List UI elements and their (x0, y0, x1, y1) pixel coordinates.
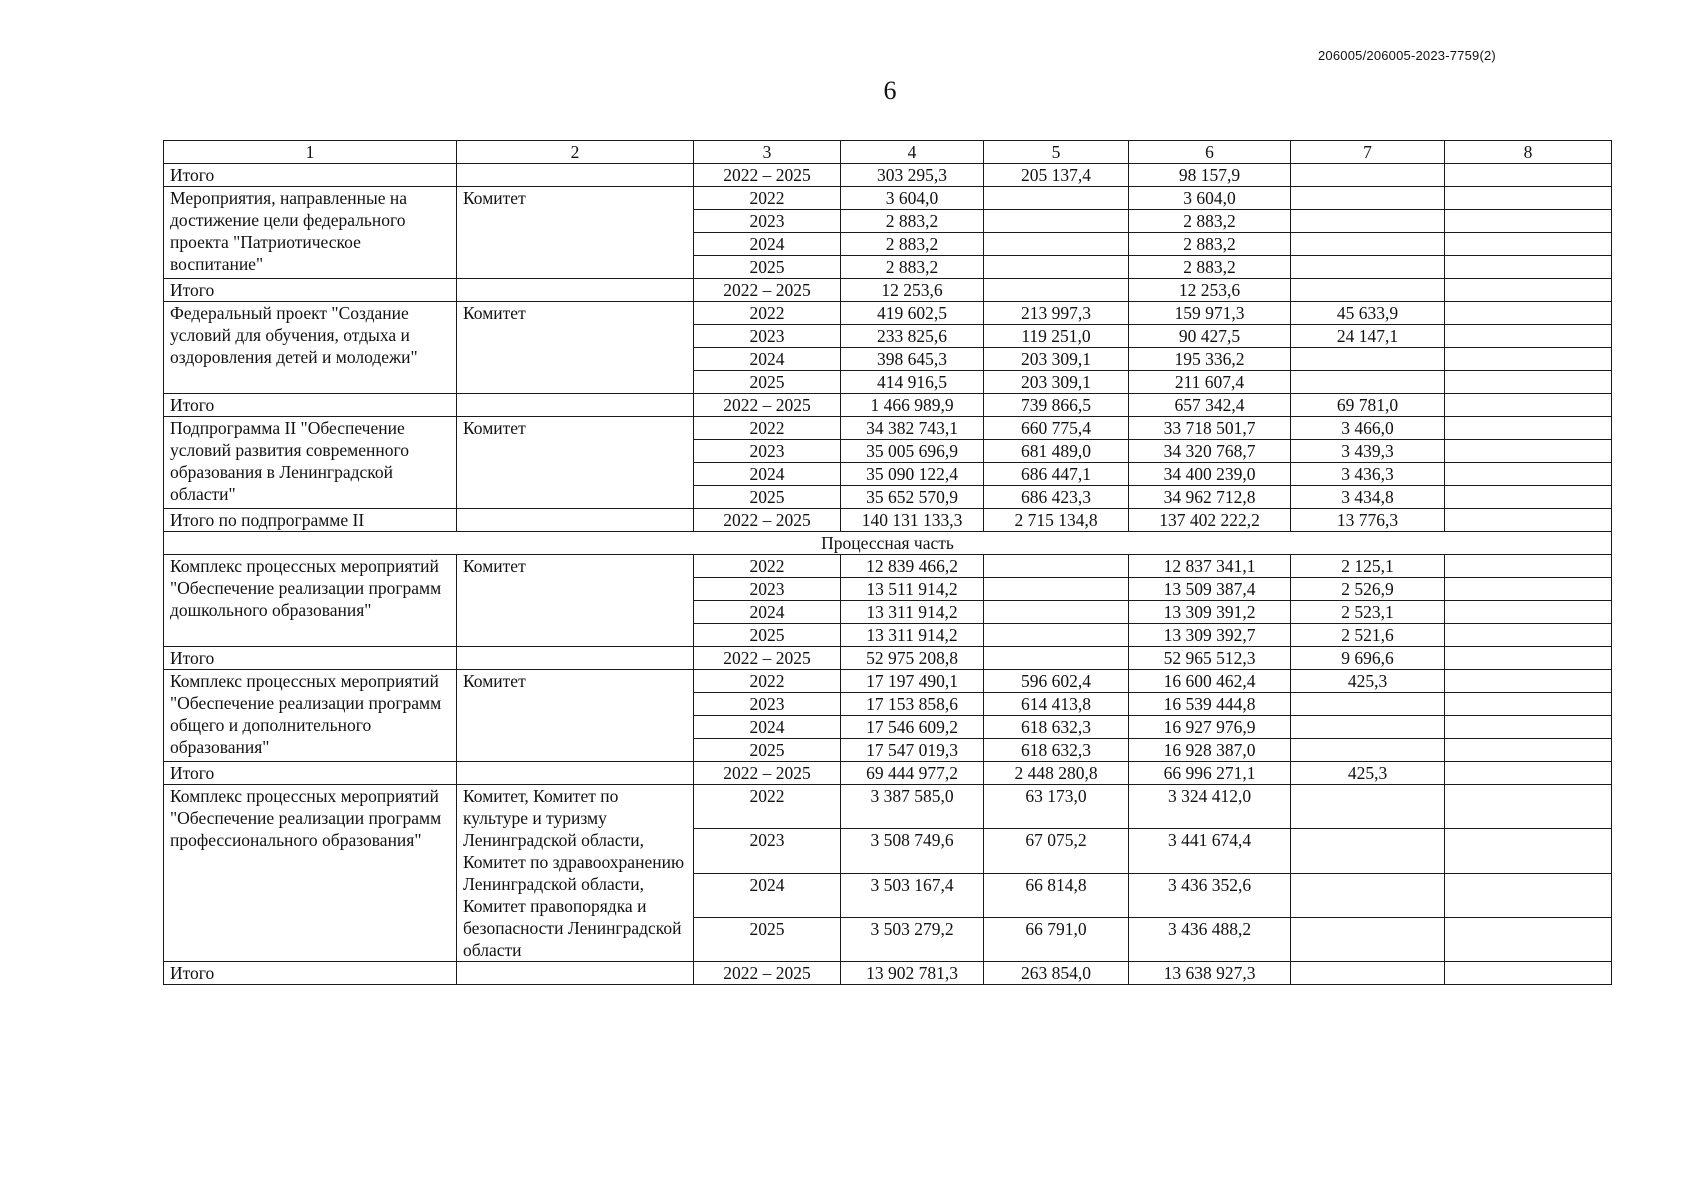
amount-cell-c7 (1291, 279, 1445, 302)
amount-cell-c7 (1291, 829, 1445, 873)
amount-cell-c5 (984, 624, 1129, 647)
amount-cell-c8 (1445, 463, 1612, 486)
amount-cell-c8 (1445, 187, 1612, 210)
year-cell: 2022 (694, 187, 841, 210)
amount-cell-c6: 3 441 674,4 (1129, 829, 1291, 873)
amount-cell-c5: 63 173,0 (984, 785, 1129, 829)
amount-cell-c5: 2 715 134,8 (984, 509, 1129, 532)
amount-cell-c4: 69 444 977,2 (841, 762, 984, 785)
year-cell: 2024 (694, 348, 841, 371)
amount-cell-c7 (1291, 371, 1445, 394)
amount-cell-c6: 34 962 712,8 (1129, 486, 1291, 509)
year-cell: 2025 (694, 256, 841, 279)
activity-name-cell: Комплекс процессных мероприятий "Обеспечение реализации программ профессионального образования" (164, 785, 457, 962)
amount-cell-c5: 618 632,3 (984, 716, 1129, 739)
amount-cell-c8 (1445, 962, 1612, 985)
amount-cell-c6: 13 309 391,2 (1129, 601, 1291, 624)
year-cell: 2022 (694, 417, 841, 440)
amount-cell-c8 (1445, 624, 1612, 647)
year-row (164, 670, 1612, 693)
amount-cell-c5: 739 866,5 (984, 394, 1129, 417)
page-number: 6 (883, 76, 897, 105)
amount-cell-c8 (1445, 509, 1612, 532)
amount-cell-c5: 681 489,0 (984, 440, 1129, 463)
amount-cell-c5: 660 775,4 (984, 417, 1129, 440)
amount-cell-c6: 2 883,2 (1129, 233, 1291, 256)
amount-cell-c7: 9 696,6 (1291, 647, 1445, 670)
amount-cell-c7: 425,3 (1291, 670, 1445, 693)
amount-cell-c5: 618 632,3 (984, 739, 1129, 762)
executor-cell: Комитет, Комитет по культуре и туризму Ленинградской области, Комитет по здравоохранению Ленинградской области, Комитет правопорядка и безопасности Ленинградской области (457, 785, 694, 962)
period-cell: 2022 – 2025 (694, 394, 841, 417)
document-id: 206005/206005-2023-7759(2) (1318, 48, 1496, 63)
amount-cell-c4: 140 131 133,3 (841, 509, 984, 532)
activity-name-cell: Мероприятия, направленные на достижение цели федерального проекта "Патриотическое воспитание" (164, 187, 457, 279)
year-cell: 2022 (694, 670, 841, 693)
amount-cell-c8 (1445, 762, 1612, 785)
amount-cell-c8 (1445, 873, 1612, 917)
section-title: Процессная часть (164, 532, 1612, 555)
period-cell: 2022 – 2025 (694, 279, 841, 302)
amount-cell-c6: 12 253,6 (1129, 279, 1291, 302)
amount-cell-c6: 34 400 239,0 (1129, 463, 1291, 486)
amount-cell-c4: 3 503 279,2 (841, 917, 984, 961)
year-cell: 2024 (694, 873, 841, 917)
amount-cell-c6: 90 427,5 (1129, 325, 1291, 348)
amount-cell-c6: 13 509 387,4 (1129, 578, 1291, 601)
amount-cell-c7 (1291, 233, 1445, 256)
amount-cell-c7: 2 125,1 (1291, 555, 1445, 578)
year-row (164, 555, 1612, 578)
year-row (164, 302, 1612, 325)
total-label: Итого (164, 164, 457, 187)
amount-cell-c7 (1291, 962, 1445, 985)
amount-cell-c4: 2 883,2 (841, 256, 984, 279)
amount-cell-c6: 2 883,2 (1129, 256, 1291, 279)
amount-cell-c4: 52 975 208,8 (841, 647, 984, 670)
amount-cell-c5 (984, 555, 1129, 578)
amount-cell-c6: 16 600 462,4 (1129, 670, 1291, 693)
amount-cell-c7 (1291, 256, 1445, 279)
amount-cell-c8 (1445, 394, 1612, 417)
amount-cell-c8 (1445, 348, 1612, 371)
column-number-cell: 2 (457, 141, 694, 164)
year-cell: 2023 (694, 693, 841, 716)
amount-cell-c7 (1291, 164, 1445, 187)
amount-cell-c6: 195 336,2 (1129, 348, 1291, 371)
year-row (164, 187, 1612, 210)
amount-cell-c4: 17 547 019,3 (841, 739, 984, 762)
amount-cell-c5 (984, 233, 1129, 256)
amount-cell-c5: 203 309,1 (984, 348, 1129, 371)
period-cell: 2022 – 2025 (694, 647, 841, 670)
executor-cell: Комитет (457, 555, 694, 647)
total-row (164, 647, 1612, 670)
amount-cell-c7: 45 633,9 (1291, 302, 1445, 325)
executor-cell (457, 509, 694, 532)
amount-cell-c4: 414 916,5 (841, 371, 984, 394)
executor-cell (457, 647, 694, 670)
year-cell: 2023 (694, 578, 841, 601)
amount-cell-c7: 2 523,1 (1291, 601, 1445, 624)
amount-cell-c5: 67 075,2 (984, 829, 1129, 873)
executor-cell: Комитет (457, 670, 694, 762)
amount-cell-c7: 13 776,3 (1291, 509, 1445, 532)
amount-cell-c6: 13 638 927,3 (1129, 962, 1291, 985)
amount-cell-c4: 3 503 167,4 (841, 873, 984, 917)
amount-cell-c5: 66 814,8 (984, 873, 1129, 917)
period-cell: 2022 – 2025 (694, 962, 841, 985)
amount-cell-c7: 425,3 (1291, 762, 1445, 785)
executor-cell (457, 962, 694, 985)
amount-cell-c7 (1291, 917, 1445, 961)
amount-cell-c4: 3 604,0 (841, 187, 984, 210)
year-row (164, 417, 1612, 440)
executor-cell (457, 279, 694, 302)
amount-cell-c5: 119 251,0 (984, 325, 1129, 348)
amount-cell-c5: 2 448 280,8 (984, 762, 1129, 785)
amount-cell-c8 (1445, 670, 1612, 693)
amount-cell-c8 (1445, 417, 1612, 440)
amount-cell-c5: 263 854,0 (984, 962, 1129, 985)
total-label: Итого (164, 962, 457, 985)
total-row (164, 962, 1612, 985)
amount-cell-c4: 3 387 585,0 (841, 785, 984, 829)
period-cell: 2022 – 2025 (694, 509, 841, 532)
amount-cell-c8 (1445, 256, 1612, 279)
period-cell: 2022 – 2025 (694, 762, 841, 785)
amount-cell-c7: 3 434,8 (1291, 486, 1445, 509)
total-label: Итого (164, 647, 457, 670)
amount-cell-c5 (984, 187, 1129, 210)
amount-cell-c6: 66 996 271,1 (1129, 762, 1291, 785)
amount-cell-c5: 205 137,4 (984, 164, 1129, 187)
column-number-cell: 6 (1129, 141, 1291, 164)
amount-cell-c8 (1445, 739, 1612, 762)
amount-cell-c5 (984, 210, 1129, 233)
amount-cell-c8 (1445, 210, 1612, 233)
amount-cell-c4: 35 652 570,9 (841, 486, 984, 509)
total-row (164, 279, 1612, 302)
year-cell: 2025 (694, 486, 841, 509)
amount-cell-c4: 13 902 781,3 (841, 962, 984, 985)
amount-cell-c8 (1445, 371, 1612, 394)
total-label: Итого (164, 762, 457, 785)
executor-cell: Комитет (457, 417, 694, 509)
table-body (164, 141, 1612, 985)
amount-cell-c5: 66 791,0 (984, 917, 1129, 961)
amount-cell-c5: 596 602,4 (984, 670, 1129, 693)
year-row (164, 785, 1612, 829)
amount-cell-c5: 686 423,3 (984, 486, 1129, 509)
year-cell: 2023 (694, 829, 841, 873)
amount-cell-c8 (1445, 785, 1612, 829)
column-number-cell: 7 (1291, 141, 1445, 164)
year-cell: 2025 (694, 739, 841, 762)
amount-cell-c6: 16 928 387,0 (1129, 739, 1291, 762)
total-row (164, 762, 1612, 785)
year-cell: 2025 (694, 371, 841, 394)
amount-cell-c7 (1291, 693, 1445, 716)
executor-cell (457, 762, 694, 785)
year-cell: 2023 (694, 440, 841, 463)
amount-cell-c5 (984, 256, 1129, 279)
amount-cell-c4: 233 825,6 (841, 325, 984, 348)
amount-cell-c5 (984, 647, 1129, 670)
executor-cell: Комитет (457, 302, 694, 394)
amount-cell-c5 (984, 601, 1129, 624)
amount-cell-c4: 17 153 858,6 (841, 693, 984, 716)
amount-cell-c7: 2 526,9 (1291, 578, 1445, 601)
amount-cell-c6: 13 309 392,7 (1129, 624, 1291, 647)
amount-cell-c5: 213 997,3 (984, 302, 1129, 325)
amount-cell-c8 (1445, 829, 1612, 873)
year-cell: 2022 (694, 302, 841, 325)
amount-cell-c6: 3 436 352,6 (1129, 873, 1291, 917)
total-label: Итого (164, 279, 457, 302)
amount-cell-c5: 614 413,8 (984, 693, 1129, 716)
amount-cell-c4: 35 005 696,9 (841, 440, 984, 463)
amount-cell-c4: 12 839 466,2 (841, 555, 984, 578)
amount-cell-c7 (1291, 716, 1445, 739)
amount-cell-c6: 211 607,4 (1129, 371, 1291, 394)
total-label: Итого (164, 394, 457, 417)
amount-cell-c7 (1291, 348, 1445, 371)
year-cell: 2024 (694, 601, 841, 624)
amount-cell-c8 (1445, 325, 1612, 348)
column-number-cell: 4 (841, 141, 984, 164)
amount-cell-c6: 3 324 412,0 (1129, 785, 1291, 829)
amount-cell-c8 (1445, 555, 1612, 578)
amount-cell-c7 (1291, 187, 1445, 210)
amount-cell-c6: 16 539 444,8 (1129, 693, 1291, 716)
amount-cell-c7 (1291, 873, 1445, 917)
section-row (164, 532, 1612, 555)
amount-cell-c4: 35 090 122,4 (841, 463, 984, 486)
executor-cell (457, 164, 694, 187)
year-cell: 2023 (694, 325, 841, 348)
amount-cell-c4: 17 197 490,1 (841, 670, 984, 693)
amount-cell-c8 (1445, 601, 1612, 624)
amount-cell-c4: 13 311 914,2 (841, 601, 984, 624)
year-cell: 2025 (694, 624, 841, 647)
year-cell: 2024 (694, 233, 841, 256)
amount-cell-c8 (1445, 302, 1612, 325)
amount-cell-c4: 303 295,3 (841, 164, 984, 187)
amount-cell-c6: 3 436 488,2 (1129, 917, 1291, 961)
year-cell: 2024 (694, 463, 841, 486)
amount-cell-c7 (1291, 785, 1445, 829)
period-cell: 2022 – 2025 (694, 164, 841, 187)
amount-cell-c8 (1445, 233, 1612, 256)
amount-cell-c4: 34 382 743,1 (841, 417, 984, 440)
amount-cell-c7: 24 147,1 (1291, 325, 1445, 348)
year-cell: 2024 (694, 716, 841, 739)
amount-cell-c7: 3 436,3 (1291, 463, 1445, 486)
column-number-cell: 3 (694, 141, 841, 164)
amount-cell-c6: 137 402 222,2 (1129, 509, 1291, 532)
financing-table (163, 140, 1612, 985)
year-cell: 2023 (694, 210, 841, 233)
amount-cell-c5 (984, 578, 1129, 601)
amount-cell-c4: 419 602,5 (841, 302, 984, 325)
amount-cell-c4: 2 883,2 (841, 233, 984, 256)
amount-cell-c7: 2 521,6 (1291, 624, 1445, 647)
amount-cell-c6: 16 927 976,9 (1129, 716, 1291, 739)
amount-cell-c6: 33 718 501,7 (1129, 417, 1291, 440)
amount-cell-c8 (1445, 486, 1612, 509)
amount-cell-c8 (1445, 440, 1612, 463)
amount-cell-c7: 3 439,3 (1291, 440, 1445, 463)
amount-cell-c6: 98 157,9 (1129, 164, 1291, 187)
amount-cell-c8 (1445, 716, 1612, 739)
total-row (164, 394, 1612, 417)
column-number-cell: 8 (1445, 141, 1612, 164)
column-number-row (164, 141, 1612, 164)
amount-cell-c4: 17 546 609,2 (841, 716, 984, 739)
activity-name-cell: Комплекс процессных мероприятий "Обеспечение реализации программ дошкольного образования" (164, 555, 457, 647)
amount-cell-c4: 398 645,3 (841, 348, 984, 371)
amount-cell-c7 (1291, 739, 1445, 762)
year-cell: 2022 (694, 555, 841, 578)
total-row (164, 509, 1612, 532)
amount-cell-c4: 2 883,2 (841, 210, 984, 233)
amount-cell-c4: 1 466 989,9 (841, 394, 984, 417)
total-row (164, 164, 1612, 187)
amount-cell-c5: 203 309,1 (984, 371, 1129, 394)
amount-cell-c5: 686 447,1 (984, 463, 1129, 486)
amount-cell-c5 (984, 279, 1129, 302)
activity-name-cell: Комплекс процессных мероприятий "Обеспечение реализации программ общего и дополнительного образования" (164, 670, 457, 762)
amount-cell-c6: 34 320 768,7 (1129, 440, 1291, 463)
amount-cell-c7: 69 781,0 (1291, 394, 1445, 417)
amount-cell-c6: 657 342,4 (1129, 394, 1291, 417)
amount-cell-c7 (1291, 210, 1445, 233)
amount-cell-c4: 13 511 914,2 (841, 578, 984, 601)
amount-cell-c8 (1445, 164, 1612, 187)
amount-cell-c7: 3 466,0 (1291, 417, 1445, 440)
amount-cell-c4: 3 508 749,6 (841, 829, 984, 873)
amount-cell-c4: 13 311 914,2 (841, 624, 984, 647)
amount-cell-c6: 2 883,2 (1129, 210, 1291, 233)
amount-cell-c8 (1445, 917, 1612, 961)
activity-name-cell: Подпрограмма II "Обеспечение условий развития современного образования в Ленинградской области" (164, 417, 457, 509)
year-cell: 2022 (694, 785, 841, 829)
activity-name-cell: Федеральный проект "Создание условий для обучения, отдыха и оздоровления детей и молодежи" (164, 302, 457, 394)
amount-cell-c8 (1445, 279, 1612, 302)
year-cell: 2025 (694, 917, 841, 961)
amount-cell-c6: 159 971,3 (1129, 302, 1291, 325)
column-number-cell: 5 (984, 141, 1129, 164)
column-number-cell: 1 (164, 141, 457, 164)
amount-cell-c6: 52 965 512,3 (1129, 647, 1291, 670)
amount-cell-c8 (1445, 693, 1612, 716)
amount-cell-c8 (1445, 578, 1612, 601)
amount-cell-c4: 12 253,6 (841, 279, 984, 302)
total-label: Итого по подпрограмме II (164, 509, 457, 532)
executor-cell: Комитет (457, 187, 694, 279)
executor-cell (457, 394, 694, 417)
amount-cell-c6: 3 604,0 (1129, 187, 1291, 210)
amount-cell-c6: 12 837 341,1 (1129, 555, 1291, 578)
amount-cell-c8 (1445, 647, 1612, 670)
